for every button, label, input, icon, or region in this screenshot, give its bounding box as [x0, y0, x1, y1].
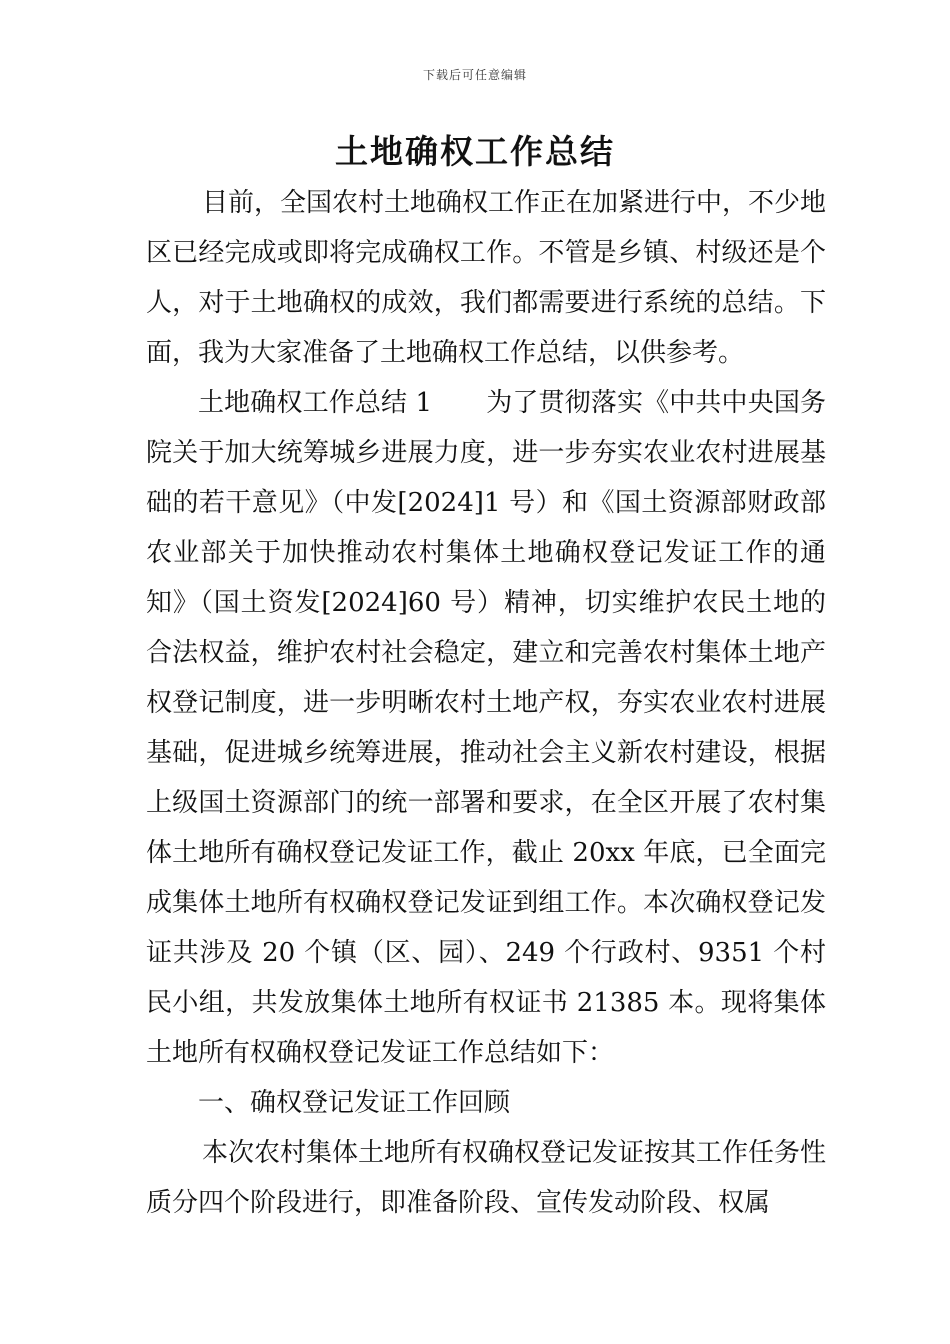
section-heading-review: 一、确权登记发证工作回顾 [198, 1088, 511, 1118]
intro-paragraph: 目前，全国农村土地确权工作正在加紧进行中，不少地区已经完成或即将完成确权工作。不管是乡镇、村级还是个人，对于土地确权的成效，我们都需要进行系统的总结。下面，我为大家准备了土地确权工作总结，以供参考。 [146, 188, 827, 368]
section1-label: 土地确权工作总结 1 [198, 388, 433, 418]
section1-body: 为了贯彻落实《中共中央国务院关于加大统筹城乡进展力度，进一步夯实农业农村进展基础的若干意见》（中发[2024]1 号）和《国土资源部财政部农业部关于加快推动农村集体土地确权登记发证工作的通知》（国土资发[2024]60 号）精神，切实维护农民土地的合法权益，维护农村社会稳定，建立和完善农村集体土地产权登记制度，进一步明晰农村土地产权，夯实农业农村进展基础，促进城乡统筹进展，推动社会主义新农村建设，根据上级国土资源部门的统一部署和要求，在全区开展了农村集体土地所有确权登记发证工作，截止 20xx 年底，已全面完成集体土地所有权确权登记发证到组工作。本次确权登记发证共涉及 20 个镇（区、园）、249 个行政村、9351 个村民小组，共发放集体土地所有权证书 21385 本。现将集体土地所有权确权登记发证工作总结如下： [146, 388, 826, 1068]
document-title: 土地确权工作总结 [335, 132, 615, 171]
section1-paragraph [146, 378, 826, 1078]
document-body [146, 178, 826, 1228]
header-note: 下载后可任意编辑 [422, 68, 527, 82]
review-paragraph: 本次农村集体土地所有权确权登记发证按其工作任务性质分四个阶段进行，即准备阶段、宣传发动阶段、权属 [146, 1138, 827, 1218]
